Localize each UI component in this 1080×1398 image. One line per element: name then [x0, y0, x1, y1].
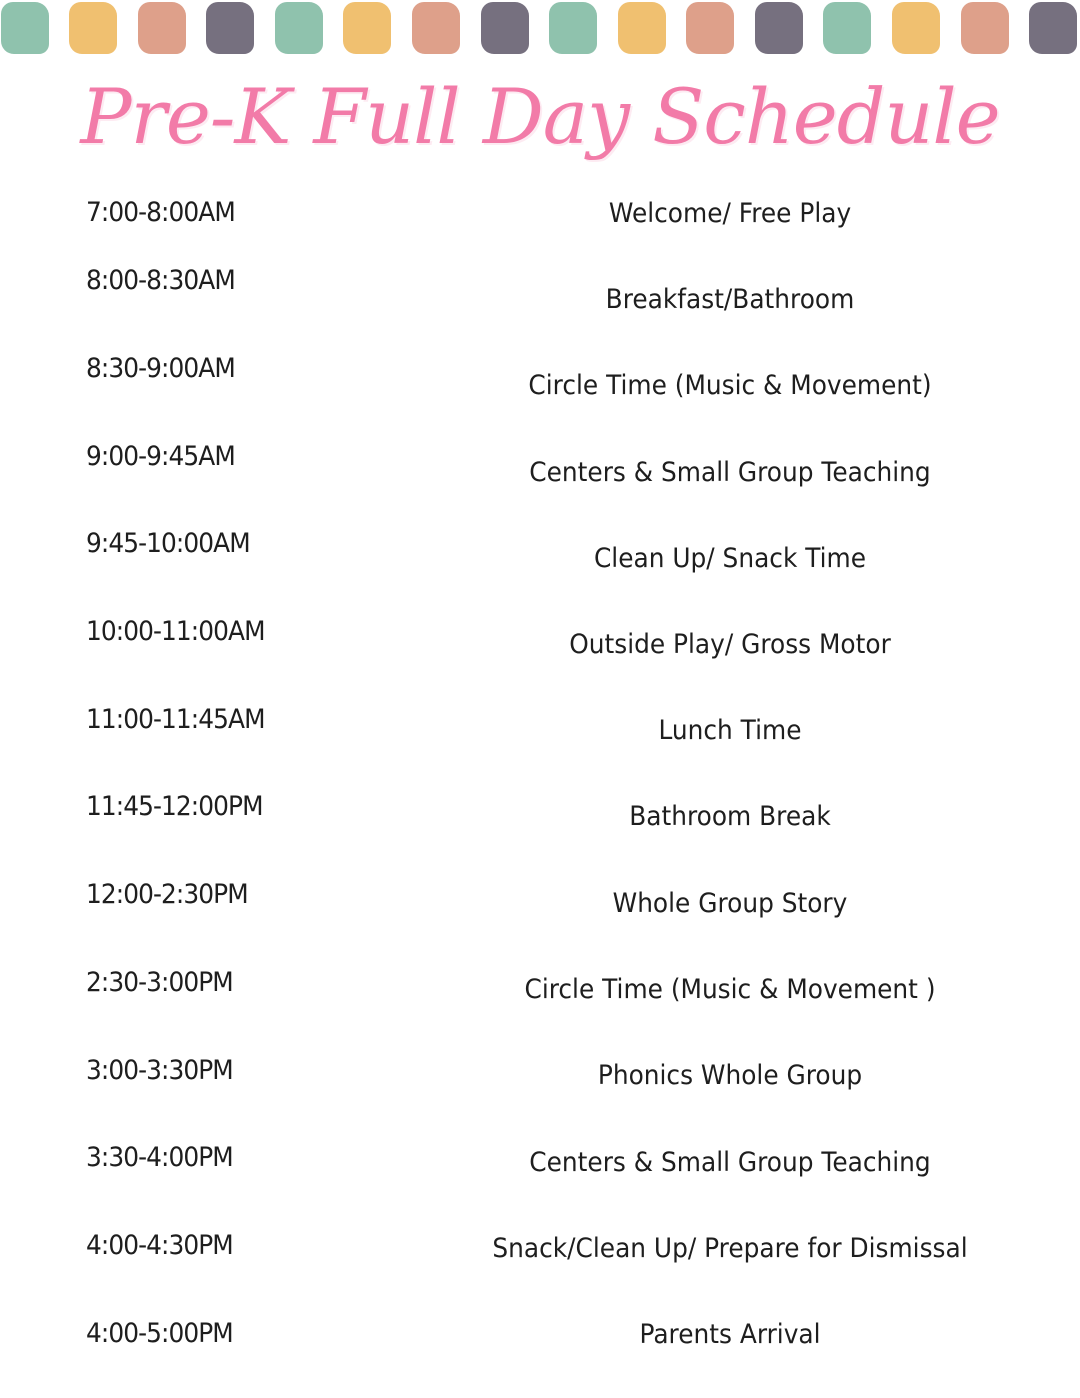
schedule-time: 11:00-11:45AM — [86, 704, 265, 735]
schedule-activity: Parents Arrival — [639, 1319, 821, 1350]
schedule-time: 9:00-9:45AM — [86, 441, 235, 472]
schedule-activity: Snack/Clean Up/ Prepare for Dismissal — [492, 1233, 968, 1264]
schedule-activity: Outside Play/ Gross Motor — [569, 629, 891, 660]
schedule-time: 9:45-10:00AM — [86, 528, 250, 559]
page-title: Pre-K Full Day Schedule — [80, 72, 1000, 161]
schedule-activity: Clean Up/ Snack Time — [593, 543, 867, 574]
schedule-time: 4:00-5:00PM — [86, 1318, 233, 1349]
schedule-time: 10:00-11:00AM — [86, 616, 265, 647]
schedule-activity: Centers & Small Group Teaching — [529, 1147, 931, 1178]
schedule-activity: Bathroom Break — [629, 801, 831, 832]
schedule-activity: Breakfast/Bathroom — [605, 284, 855, 315]
schedule-activity: Whole Group Story — [612, 888, 848, 919]
schedule-time: 8:00-8:30AM — [86, 265, 235, 296]
schedule-time: 3:30-4:00PM — [86, 1142, 233, 1173]
schedule-time: 11:45-12:00PM — [86, 791, 263, 822]
schedule-activity: Phonics Whole Group — [597, 1060, 863, 1091]
schedule-activity: Lunch Time — [658, 715, 802, 746]
schedule-activity: Circle Time (Music & Movement ) — [524, 974, 936, 1005]
schedule-activity: Circle Time (Music & Movement) — [528, 370, 932, 401]
schedule-time: 2:30-3:00PM — [86, 967, 233, 998]
schedule-time: 4:00-4:30PM — [86, 1230, 233, 1261]
schedule-activity: Centers & Small Group Teaching — [529, 457, 931, 488]
schedule-time: 12:00-2:30PM — [86, 879, 248, 910]
schedule-activity: Welcome/ Free Play — [608, 198, 852, 229]
schedule-time: 7:00-8:00AM — [86, 197, 235, 228]
schedule-time: 3:00-3:30PM — [86, 1055, 233, 1086]
schedule-time: 8:30-9:00AM — [86, 353, 235, 384]
